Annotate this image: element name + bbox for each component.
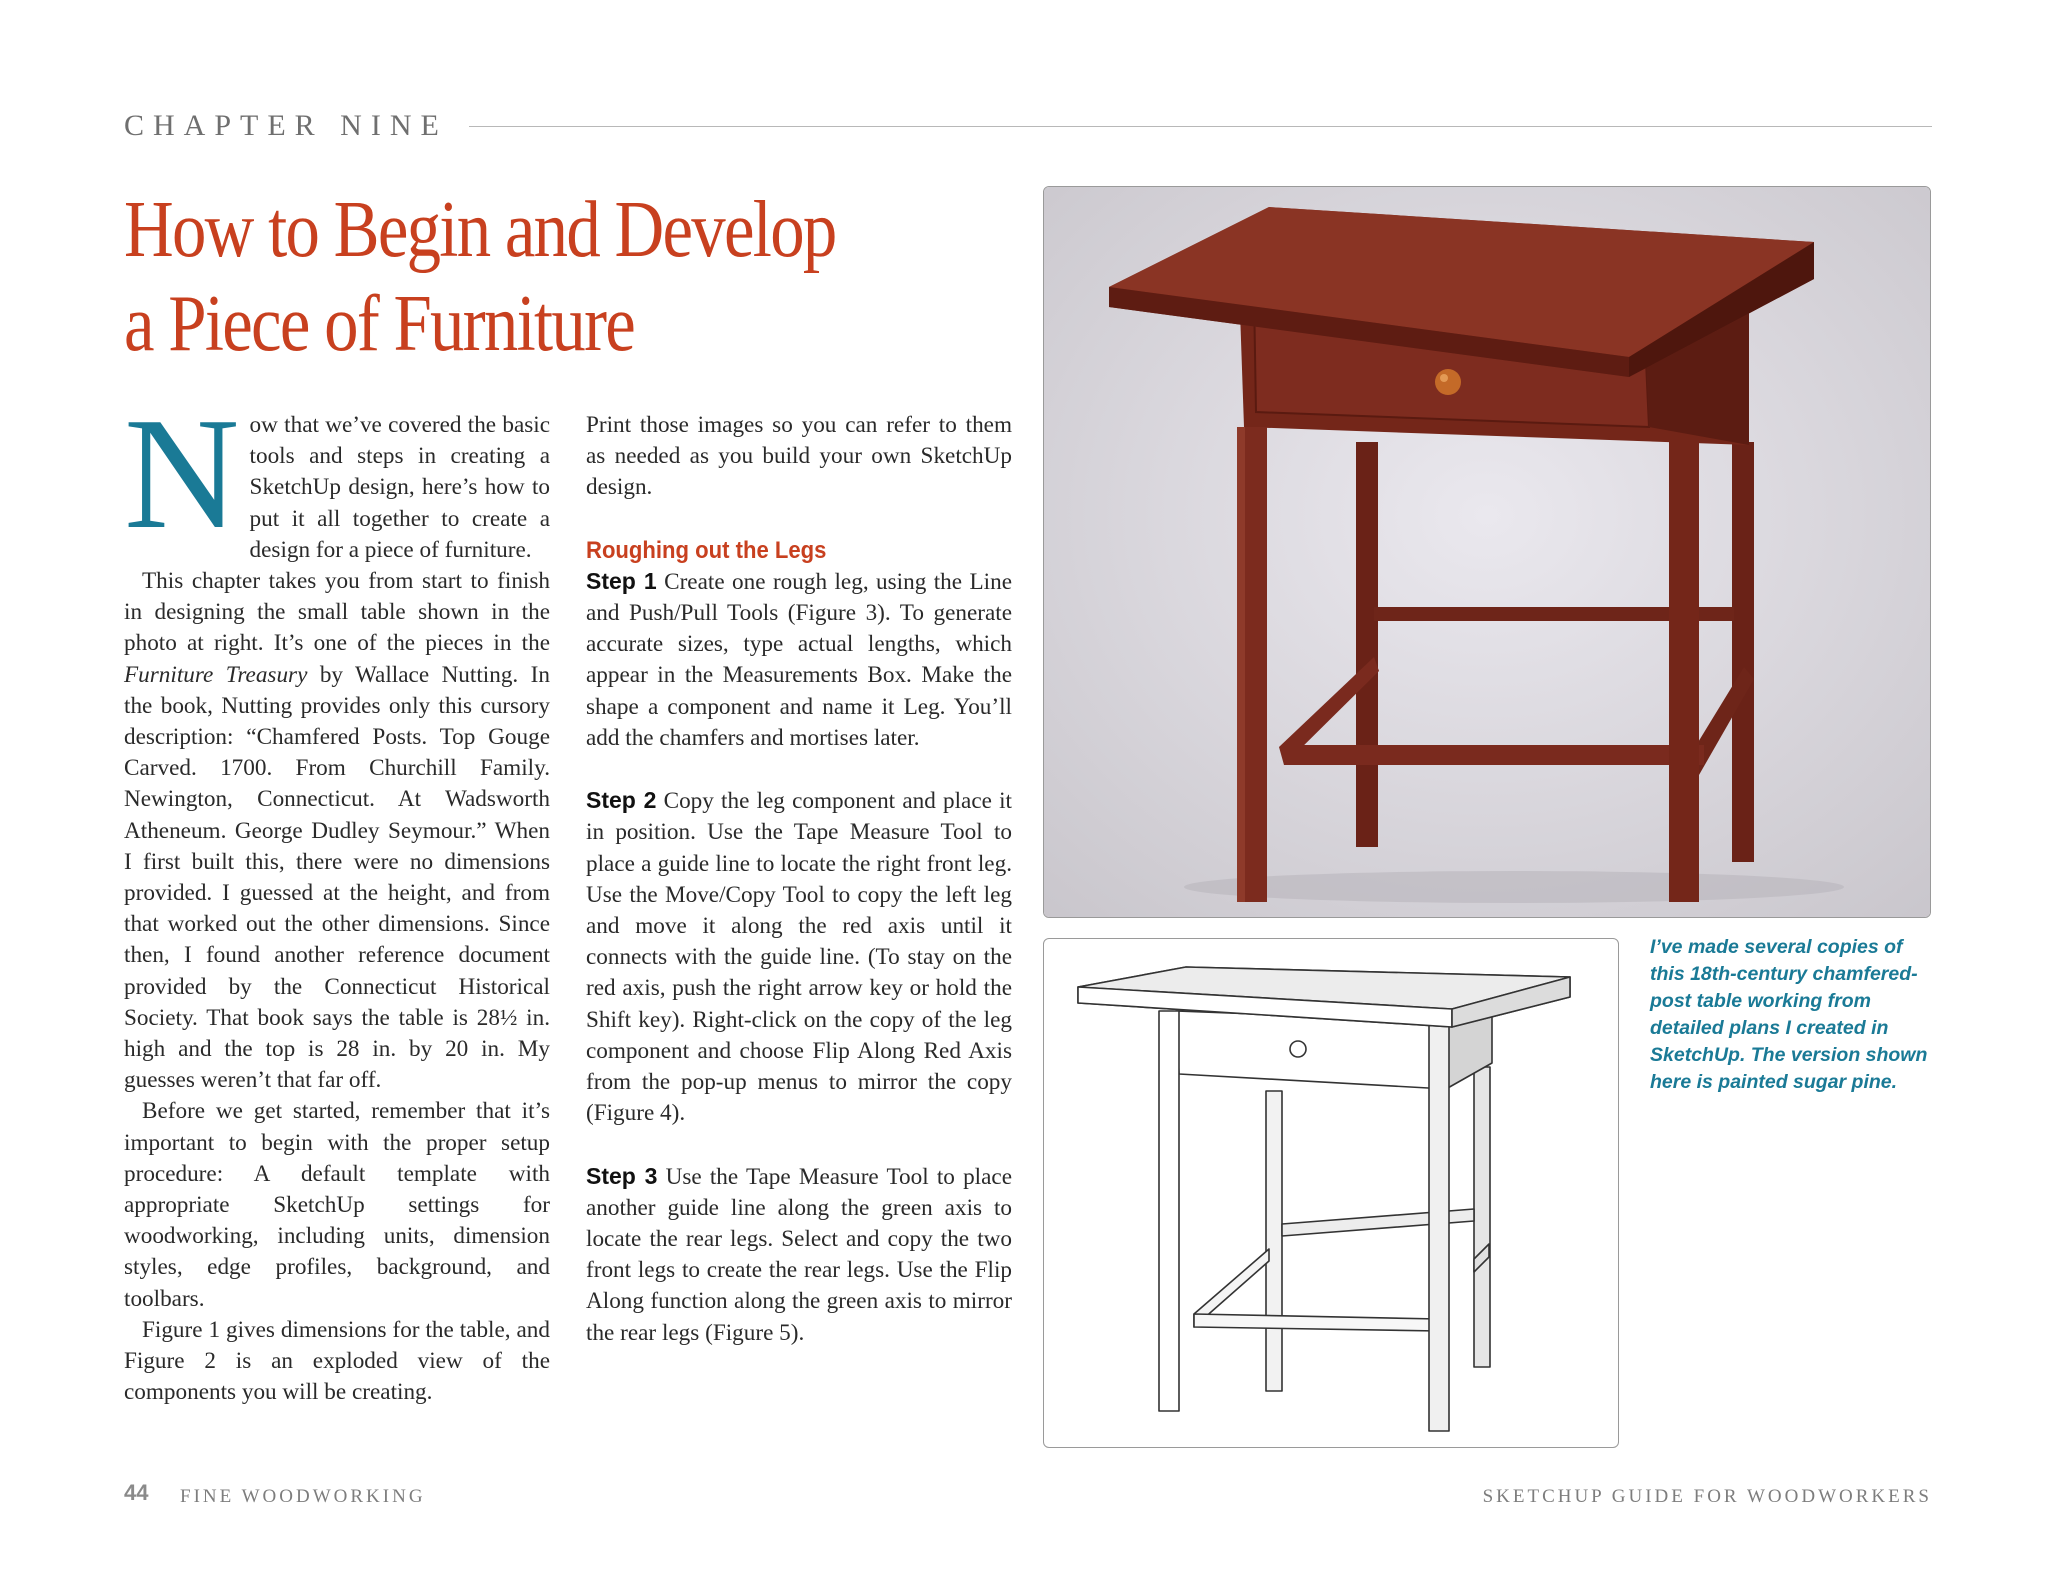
step-2: Step 2 Copy the leg component and place it in position. Use the Tape Measure Tool to place a guide line to locate the right front leg. Use the Move/Copy Tool to copy the left leg and move it along the red axis until it connects with the guide line. (To stay on the red axis, push the right arrow key or hold the Shift key). Right-click on the copy of the leg component and choose Flip Along Red Axis from the pop-up menus to mirror the copy (Figure 4). <box>586 787 1012 1127</box>
chapter-header <box>124 105 1932 145</box>
magazine-name: FINE WOODWORKING <box>180 1486 426 1507</box>
paragraph-setup: Before we get started, remember that it’s important to begin with the proper setup procedure: A default template with appropriate SketchUp settings for woodworking, including units, dimension styles, edge profiles, background, and toolbars. <box>124 1098 550 1312</box>
paragraph-figures: Figure 1 gives dimensions for the table, and Figure 2 is an exploded view of the components you will be creating. <box>124 1316 550 1406</box>
book-title: Furniture Treasury <box>124 661 308 688</box>
title-line-1: How to Begin and Develop <box>124 186 836 274</box>
step-1: Step 1 Create one rough leg, using the Line and Push/Pull Tools (Figure 3). To generate accurate sizes, type actual lengths, which appear in the Measurements Box. Make the shape a component and name it Leg. You’ll add the chamfers and mortises later. <box>586 567 1012 751</box>
sketchup-drawing <box>1043 938 1619 1448</box>
step-1-label: Step 1 <box>586 567 657 594</box>
section-heading: Roughing out the Legs <box>586 536 827 564</box>
photo-caption: I’ve made several copies of this 18th-century chamfered-post table working from detailed plans I created in SketchUp. The version shown here is painted sugar pine. <box>1650 936 1928 1093</box>
text-column-right <box>586 410 1012 1349</box>
guide-name: SKETCHUP GUIDE FOR WOODWORKERS <box>1482 1486 1932 1507</box>
paragraph-chapter-overview: This chapter takes you from start to finish in designing the small table shown in the photo at right. It’s one of the pieces in the Furniture Treasury by Wallace Nutting. In the book, Nutting provides only this cursory description: “Chamfered Posts. Top Gouge Carved. 1700. From Churchill Family. Newington, Connecticut. At Wadsworth Atheneum. George Dudley Seymour.” When I first built this, there were no dimensions provided. I guessed at the height, and from that worked out the other dimensions. Since then, I found another reference document provided by the Connecticut Historical Society. That book says the table is 28½ in. high and the top is 28 in. by 20 in. My guesses weren’t that far off. <box>124 568 550 1094</box>
page-number: 44 <box>124 1480 149 1505</box>
paragraph-print: Print those images so you can refer to them as needed as you build your own SketchUp design. <box>586 412 1012 501</box>
page-title <box>124 183 864 371</box>
chapter-label: CHAPTER NINE <box>124 109 448 142</box>
paragraph-intro: Now that we’ve covered the basic tools and steps in creating a SketchUp design, here’s how to put it all together to create a design for a piece of furniture. <box>124 384 550 563</box>
chapter-rule <box>469 126 1932 127</box>
step-3-label: Step 3 <box>586 1162 658 1189</box>
drop-cap: N <box>124 384 240 562</box>
step-2-label: Step 2 <box>586 787 657 814</box>
step-3: Step 3 Use the Tape Measure Tool to place another guide line along the green axis to locate the rear legs. Select and copy the two front legs to create the rear legs. Use the Flip Along function along the green axis to mirror the rear legs (Figure 5). <box>586 1162 1012 1346</box>
title-line-2: a Piece of Furniture <box>124 280 635 368</box>
table-photo <box>1043 186 1931 918</box>
text-column-left <box>124 384 550 1409</box>
